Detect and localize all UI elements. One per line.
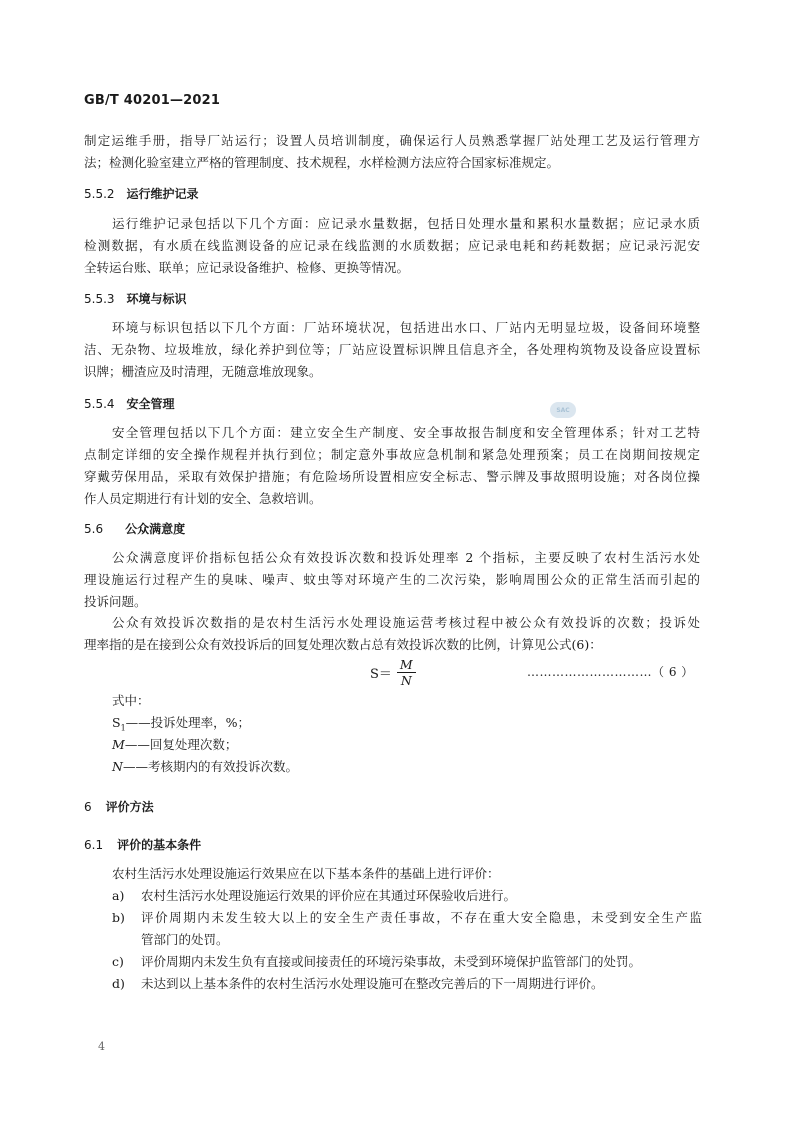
paragraph-5-5-3 [84, 317, 700, 383]
symbol: N [112, 759, 123, 774]
section-title: 评价的基本条件 [117, 838, 202, 852]
text-line: 全转运台账、联单；应记录设备维护、检修、更换等情况。 [84, 260, 410, 275]
symbol: S [112, 715, 121, 730]
text-line: 点制定详细的安全操作规程并执行到位；制定意外事故应急机制和紧急处理预案；员工在岗期间按规定 [84, 447, 700, 462]
page-number: 4 [98, 1040, 105, 1053]
paragraph-5-6-b [84, 612, 700, 656]
list-item-c [112, 951, 702, 973]
list-text: 管部门的处罚。 [141, 932, 229, 947]
formula-fraction [397, 657, 416, 688]
section-heading-6 [84, 798, 154, 815]
section-title: 安全管理 [126, 397, 175, 411]
section-heading-6-1 [84, 836, 201, 853]
list-marker: b) [112, 910, 125, 925]
text-line: 理率指的是在接到公众有效投诉后的回复处理次数占总有效投诉次数的比例，计算见公式(6)： [84, 637, 602, 652]
definition-text: ——投诉处理率，%； [125, 715, 251, 730]
section-title: 公众满意度 [125, 522, 186, 536]
list-item-a [112, 885, 702, 907]
where-label: 式中： [112, 693, 150, 708]
formula-6 [370, 655, 416, 689]
text-line: 公众满意度评价指标包括公众有效投诉次数和投诉处理率 2 个指标，主要反映了农村生活污水处 [112, 550, 700, 565]
standard-number-header: GB/T 40201—2021 [84, 93, 221, 108]
list-text: 农村生活污水处理设施运行效果的评价应在其通过环保验收后进行。 [141, 888, 517, 903]
definition-text: ——回复处理次数； [124, 737, 238, 752]
paragraph-6-1 [84, 863, 700, 885]
definition-text: ——考核期内的有效投诉次数。 [122, 759, 298, 774]
list-text: 未达到以上基本条件的农村生活污水处理设施可在整改完善后的下一周期进行评价。 [141, 976, 604, 991]
section-title: 环境与标识 [126, 292, 187, 306]
text-line: 投诉问题。 [84, 594, 147, 609]
text-line: 作人员定期进行有计划的安全、急救培训。 [84, 491, 322, 506]
intro-paragraph [84, 130, 700, 174]
list-item-b [112, 907, 702, 951]
formula-lhs: S＝ [370, 666, 392, 682]
section-heading-5-5-2 [84, 185, 199, 202]
section-heading-5-6 [84, 520, 185, 537]
list-marker: d) [112, 976, 125, 991]
section-heading-5-5-4 [84, 395, 175, 412]
definition-m [112, 734, 237, 756]
text-line: 农村生活污水处理设施运行效果应在以下基本条件的基础上进行评价： [112, 866, 500, 881]
section-title: 运行维护记录 [126, 187, 199, 201]
symbol-subscript: 1 [120, 723, 126, 733]
text-line: 环境与标识包括以下几个方面：厂站环境状况，包括进出水口、厂站内无明显垃圾，设备间环境整 [112, 320, 700, 335]
section-number: 6 [84, 800, 92, 814]
formula-numerator: M [399, 656, 413, 672]
paragraph-5-6-a [84, 547, 700, 613]
text-line: 洁、无杂物、垃圾堆放，绿化养护到位等；厂站应设置标识牌且信息齐全，各处理构筑物及设备应设置标 [84, 342, 700, 357]
text-line: 法；检测化验室建立严格的管理制度、技术规程，水样检测方法应符合国家标准规定。 [84, 155, 560, 170]
text-line: 制定运维手册，指导厂站运行；设置人员培训制度，确保运行人员熟悉掌握厂站处理工艺及运行管理方 [84, 133, 700, 148]
section-number: 5.5.4 [84, 397, 115, 411]
paragraph-5-5-2 [84, 213, 700, 279]
list-text: 评价周期内未发生负有直接或间接责任的环境污染事故，未受到环境保护监管部门的处罚。 [141, 954, 642, 969]
equation-number: …………………………（ 6 ） [527, 665, 694, 679]
text-line: 识牌；栅渣应及时清理，无随意堆放现象。 [84, 364, 322, 379]
list-marker: a) [112, 888, 125, 903]
text-line: 运行维护记录包括以下几个方面：应记录水量数据，包括日处理水量和累积水量数据；应记录水质 [112, 216, 700, 231]
sac-watermark-stamp: SAC [550, 402, 576, 418]
list-text: 评价周期内未发生较大以上的安全生产责任事故，不存在重大安全隐患，未受到安全生产监 [141, 910, 702, 925]
section-number: 5.6 [84, 522, 104, 536]
section-number: 6.1 [84, 838, 104, 852]
section-number: 5.5.2 [84, 187, 115, 201]
symbol: M [112, 737, 125, 752]
definition-n [112, 756, 298, 778]
text-line: 理设施运行过程产生的臭味、噪声、蚊虫等对环境产生的二次污染，影响周围公众的正常生活而引起的 [84, 572, 700, 587]
text-line: 检测数据，有水质在线监测设备的应记录在线监测的水质数据；应记录电耗和药耗数据；应记录污泥安 [84, 238, 700, 253]
list-marker: c) [112, 954, 124, 969]
paragraph-5-5-4 [84, 422, 700, 510]
text-line: 安全管理包括以下几个方面：建立安全生产制度、安全事故报告制度和安全管理体系；针对工艺特 [112, 425, 700, 440]
text-line: 公众有效投诉次数指的是农村生活污水处理设施运营考核过程中被公众有效投诉的次数；投诉处 [112, 615, 700, 630]
text-line: 穿戴劳保用品，采取有效保护措施；有危险场所设置相应安全标志、警示牌及事故照明设施；对各岗位操 [84, 469, 700, 484]
formula-denominator: N [400, 672, 412, 688]
section-number: 5.5.3 [84, 292, 115, 306]
section-heading-5-5-3 [84, 290, 187, 307]
list-item-d [112, 973, 702, 995]
section-title: 评价方法 [105, 800, 154, 814]
